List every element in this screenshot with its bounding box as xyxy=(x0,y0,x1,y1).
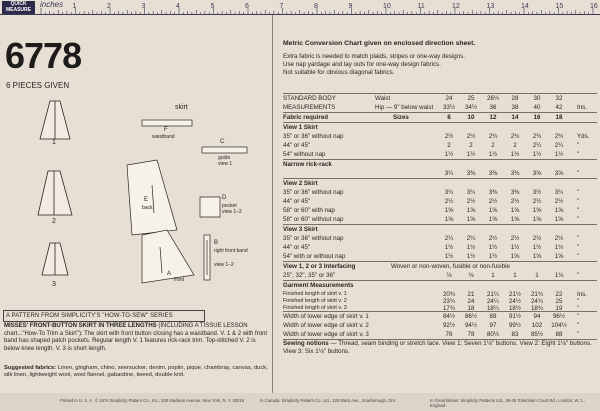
row-unit: " xyxy=(577,244,580,251)
std-header-row-2 xyxy=(283,103,597,112)
pocket-piece xyxy=(200,197,220,217)
row-label: Finished length of skirt v. 3 xyxy=(283,305,347,311)
row-cell: 2½ xyxy=(488,198,498,205)
waist-cell: 30 xyxy=(533,95,541,102)
view-3-number: 3 xyxy=(52,281,56,288)
yardage-table xyxy=(283,93,597,358)
row-cell: 21½ xyxy=(508,291,522,298)
label-d: D xyxy=(222,195,227,201)
row-cell: 88 xyxy=(555,331,563,338)
row-unit: " xyxy=(577,253,580,260)
ruler-number: 8 xyxy=(314,3,318,10)
how-to-sew-banner: A PATTERN FROM SIMPLICITY'S "HOW-TO-SEW" SERIES xyxy=(3,310,205,322)
row-cell: 94 xyxy=(533,313,541,320)
width-row xyxy=(283,321,597,330)
diagram-title: skirt xyxy=(175,104,188,111)
label-guide: guide xyxy=(218,155,231,161)
sizes-row xyxy=(283,112,597,122)
row-label: Width of lower edge of skirt v. 3 xyxy=(283,331,369,338)
row-label: Width of lower edge of skirt v. 2 xyxy=(283,322,369,329)
quick-measure-badge: QUICK MEASURE xyxy=(2,1,35,14)
row-cell: 1⅝ xyxy=(466,216,476,223)
row-cell: 3¼ xyxy=(444,170,454,177)
row-cell: 3½ xyxy=(532,189,542,196)
description-title: MISSES' FRONT-BUTTON SKIRT IN THREE LENGTHS xyxy=(4,323,157,329)
label-c: C xyxy=(220,139,225,145)
britain-address: In Great Britain: Simplicity Patterns Ltd., 39-45 Tottenham Court Rd., London, W. 1., England xyxy=(430,398,586,408)
label-e: E xyxy=(144,197,149,203)
row-cell: 83 xyxy=(511,331,519,338)
row-cell: 1½ xyxy=(444,151,454,158)
garment-row xyxy=(283,297,597,304)
ruler-number: 13 xyxy=(486,3,495,10)
fabrics-list: Linen, gingham, chino, seersucker, denim, poplin, pique, chambray, canvas, duck, silk linen, lightweight wool, wool flannel, gabardine, tweed, double knit. xyxy=(4,365,268,379)
row-cell: 2½ xyxy=(466,198,476,205)
row-label: 54" with or without nap xyxy=(283,253,346,260)
row-cell: 24¾ xyxy=(530,298,544,305)
label-view12: view 1–2 xyxy=(222,209,242,215)
row-cell: 2¾ xyxy=(488,133,498,140)
yardage-row xyxy=(283,141,597,150)
yardage-row xyxy=(283,252,597,261)
row-cell: 23¾ xyxy=(442,298,456,305)
row-cell: 18 xyxy=(555,114,563,121)
row-cell: 86½ xyxy=(464,313,478,320)
notions-text: — Thread, seam binding or stretch lace. View 1: Seven 1⅛" buttons. View 2: Eight 1⅛" buttons. View 3: Six 1⅛" buttons. xyxy=(283,340,592,355)
row-cell: 2½ xyxy=(488,235,498,242)
row-cell: 1⅝ xyxy=(488,216,498,223)
view-sketches xyxy=(30,97,90,297)
label-waistband: waistband xyxy=(152,134,175,140)
ins-unit: Ins. xyxy=(577,104,587,111)
suggested-fabrics xyxy=(4,365,272,379)
row-cell: 1½ xyxy=(466,253,476,260)
row-cell: 102 xyxy=(531,322,543,329)
row-cell: 2 xyxy=(491,142,495,149)
section-title xyxy=(283,159,597,169)
row-cell: 84½ xyxy=(442,313,456,320)
row-unit: " xyxy=(577,331,580,338)
waist-label: Waist xyxy=(375,95,391,102)
row-cell: 1⅝ xyxy=(532,216,542,223)
row-cell: 1 xyxy=(535,272,539,279)
row-cell: 18¾ xyxy=(530,305,544,312)
waist-cell: 28 xyxy=(511,95,519,102)
yardage-row xyxy=(283,206,597,215)
row-label: View 1, 2 or 3 Interfacing xyxy=(283,263,356,270)
row-cell: 3¼ xyxy=(466,189,476,196)
row-cell: 1 xyxy=(513,272,517,279)
ruler-number: 6 xyxy=(245,3,249,10)
label-front: front xyxy=(174,277,185,283)
row-cell: 10 xyxy=(467,114,475,121)
row-label: Narrow rick-rack xyxy=(283,161,332,168)
section-title xyxy=(283,178,597,188)
row-cell: 1⅝ xyxy=(532,253,542,260)
row-cell: 21¾ xyxy=(530,291,544,298)
row-label: 54" without nap xyxy=(283,151,326,158)
row-unit: " xyxy=(577,170,580,177)
note-3: Not suitable for obvious diagonal fabrics. xyxy=(283,69,395,76)
row-unit: " xyxy=(577,313,580,320)
fabrics-label: Suggested fabrics: xyxy=(4,365,57,371)
row-unit: " xyxy=(577,298,580,305)
row-cell: 2 xyxy=(447,142,451,149)
row-cell: 1½ xyxy=(554,244,564,251)
ruler-number: 14 xyxy=(521,3,529,10)
hip-cell: 33½ xyxy=(442,104,456,111)
row-cell: 2¼ xyxy=(554,142,564,149)
row-cell: 1⅝ xyxy=(444,216,454,223)
yardage-row xyxy=(283,150,597,159)
row-cell: 1½ xyxy=(488,244,498,251)
row-label: 58" or 60" without nap xyxy=(283,216,344,223)
row-cell: 3¼ xyxy=(554,189,564,196)
ruler-number: 1 xyxy=(72,3,77,10)
row-cell: 3⅜ xyxy=(510,189,520,196)
row-cell: 3⅝ xyxy=(532,170,542,177)
row-cell: 24½ xyxy=(508,298,522,305)
row-cell: 18½ xyxy=(508,305,522,312)
label-pocket: pocket xyxy=(222,203,237,209)
style-number: 6778 xyxy=(5,35,82,76)
row-cell: 94½ xyxy=(464,322,478,329)
ruler-unit-label: inches xyxy=(40,0,64,9)
back-piece xyxy=(127,160,177,235)
row-cell: 3⅜ xyxy=(466,170,476,177)
row-cell: 2½ xyxy=(510,198,520,205)
row-unit: " xyxy=(577,305,580,312)
row-cell: 12 xyxy=(489,114,497,121)
label-a: A xyxy=(167,271,172,277)
row-cell: 1⅝ xyxy=(554,207,564,214)
row-cell: 1½ xyxy=(444,253,454,260)
row-cell: 2¾ xyxy=(554,133,564,140)
row-label: Garment Measurements xyxy=(283,282,354,289)
row-label: 25", 32", 35" or 36" xyxy=(283,272,336,279)
row-unit: " xyxy=(577,216,580,223)
hip-cell: 40 xyxy=(533,104,541,111)
ruler-number: 2 xyxy=(107,3,111,10)
row-label: MEASUREMENTS xyxy=(283,104,336,111)
width-row xyxy=(283,330,597,339)
waist-cell: 26½ xyxy=(486,95,500,102)
row-cell: 2¼ xyxy=(466,235,476,242)
row-cell: 2½ xyxy=(532,198,542,205)
row-cell: 2½ xyxy=(532,235,542,242)
label-view12b: view 1–2 xyxy=(214,262,234,268)
row-cell: 21¼ xyxy=(486,291,500,298)
row-cell: 1⅝ xyxy=(510,216,520,223)
row-label: Fabric required xyxy=(283,114,329,121)
row-cell: 1½ xyxy=(554,151,564,158)
garment-title xyxy=(283,280,597,290)
note-1: Extra fabric is needed to match plaids, stripes or one-way designs. xyxy=(283,53,465,60)
yardage-row xyxy=(283,234,597,243)
row-cell: 1⅝ xyxy=(554,253,564,260)
row-cell: ⅛ xyxy=(468,272,474,279)
row-cell: 2 xyxy=(513,142,517,149)
row-cell: 2¼ xyxy=(532,142,542,149)
row-cell: 97 xyxy=(489,322,497,329)
row-cell: 1½ xyxy=(444,244,454,251)
row-cell: 99½ xyxy=(508,322,522,329)
row-cell: 1 xyxy=(491,272,495,279)
row-cell: ⅛ xyxy=(446,272,452,279)
hip-cell: 36 xyxy=(489,104,497,111)
section-title xyxy=(283,122,597,132)
view-2-number: 2 xyxy=(52,218,56,225)
row-cell: 24 xyxy=(467,298,475,305)
row-cell: 80½ xyxy=(486,331,500,338)
row-unit: Ins. xyxy=(577,291,587,298)
envelope-footer xyxy=(0,393,600,411)
row-cell: 1½ xyxy=(466,244,476,251)
row-label: 35" or 36" without nap xyxy=(283,189,344,196)
row-cell: 1½ xyxy=(466,151,476,158)
row-cell: 1⅛ xyxy=(554,272,564,279)
pieces-count: 6 PIECES GIVEN xyxy=(6,81,70,90)
row-cell: 91½ xyxy=(508,313,522,320)
interfacing-title xyxy=(283,261,597,271)
row-cell: 1½ xyxy=(488,151,498,158)
description-body: (INCLUDING A TISSUE LESSON chart..."How-To Trim a Skirt"): The skirt with front button closing has a waistband. V. 1 & 2 with front band has shaped patch pockets. Regular length V. 1 features rick-rack trim. Top-stitched V. 2 is below knee length. V. 3 is short length. xyxy=(4,323,268,352)
hip-cell: 34½ xyxy=(464,104,478,111)
waist-cell: 24 xyxy=(445,95,453,102)
row-label: View 1 Skirt xyxy=(283,124,318,131)
row-cell: 104½ xyxy=(551,322,567,329)
canada-address: In Canada: Simplicity Pattern Co. Ltd., 120 Mack Ave., Scarborough, Ont. xyxy=(260,398,397,403)
row-cell: 2 xyxy=(469,142,473,149)
row-cell: 2½ xyxy=(444,198,454,205)
label-back: back xyxy=(142,205,153,211)
section-title xyxy=(283,224,597,234)
row-cell: 2½ xyxy=(510,235,520,242)
notions-row xyxy=(283,339,597,358)
ruler-number: 7 xyxy=(279,3,284,10)
ruler-number: 5 xyxy=(210,3,215,10)
yardage-row xyxy=(283,169,597,178)
row-label: Finished length of skirt v. 2 xyxy=(283,298,347,304)
row-unit: " xyxy=(577,151,580,158)
row-label: View 3 Skirt xyxy=(283,226,318,233)
row-cell: 1½ xyxy=(488,253,498,260)
row-cell: 2¾ xyxy=(532,133,542,140)
hip-cell: 38 xyxy=(511,104,519,111)
label-b: B xyxy=(214,240,219,246)
row-unit: " xyxy=(577,322,580,329)
row-cell: 2½ xyxy=(444,133,454,140)
ruler-number: 9 xyxy=(348,3,353,10)
hip-cell: 42 xyxy=(555,104,563,111)
row-unit: " xyxy=(577,207,580,214)
row-label: 35" or 36" without nap xyxy=(283,235,344,242)
metric-note: Metric Conversion Chart given on enclosed direction sheet. xyxy=(283,40,476,47)
row-unit: " xyxy=(577,272,580,279)
row-cell: 3¼ xyxy=(444,189,454,196)
row-cell: 2½ xyxy=(554,198,564,205)
row-cell: 3⅜ xyxy=(488,170,498,177)
label-right-front-band: right front band xyxy=(214,248,248,254)
garment-row xyxy=(283,290,597,297)
row-label: 44" or 45" xyxy=(283,244,311,251)
row-cell: 19 xyxy=(555,305,563,312)
row-cell: 18¼ xyxy=(486,305,500,312)
waistband-piece xyxy=(142,120,192,126)
row-cell: 1⅝ xyxy=(554,216,564,223)
envelope-front-info xyxy=(0,15,272,380)
interfacing-note: Woven or non-woven, fusible or non-fusible xyxy=(391,263,510,270)
row-cell: 1⅝ xyxy=(466,207,476,214)
ruler-number: 16 xyxy=(590,3,598,10)
row-cell: 2¼ xyxy=(444,235,454,242)
ruler-number: 11 xyxy=(417,3,425,10)
ruler-ticks xyxy=(0,0,600,15)
copyright: © 1974 Simplicity Pattern Co., Inc., 200 Madison Avenue, New York, N. Y. 10016 xyxy=(95,398,245,403)
row-cell: 20¾ xyxy=(442,291,456,298)
row-cell: 21 xyxy=(467,291,475,298)
row-cell: 76 xyxy=(445,331,453,338)
hip-label: Hip — 9" below waist xyxy=(375,104,434,111)
measuring-ruler xyxy=(0,0,600,15)
row-label: View 2 Skirt xyxy=(283,180,318,187)
view-1-number: 1 xyxy=(52,139,56,146)
row-cell: 2½ xyxy=(466,133,476,140)
row-cell: 24¼ xyxy=(486,298,500,305)
row-unit: " xyxy=(577,142,580,149)
sizes-label: Sizes xyxy=(393,114,409,121)
row-cell: 1½ xyxy=(532,151,542,158)
width-row xyxy=(283,311,597,321)
yardage-chart-panel xyxy=(272,15,600,395)
row-unit: " xyxy=(577,198,580,205)
row-cell: 1⅝ xyxy=(510,253,520,260)
notions-label: Sewing notions xyxy=(283,340,329,347)
row-cell: 1½ xyxy=(532,244,542,251)
row-cell: 1½ xyxy=(510,244,520,251)
row-cell: 3⅝ xyxy=(554,170,564,177)
row-cell: 1⅝ xyxy=(444,207,454,214)
yardage-row xyxy=(283,188,597,197)
row-label: 58" or 60" with nap xyxy=(283,207,335,214)
interfacing-row xyxy=(283,271,597,280)
yardage-row xyxy=(283,243,597,252)
row-cell: 1½ xyxy=(510,151,520,158)
row-cell: 92½ xyxy=(442,322,456,329)
row-cell: 3⅜ xyxy=(488,189,498,196)
printed-in: Printed in U. S. A. xyxy=(60,398,94,403)
pattern-description xyxy=(4,323,272,353)
ruler-number: 10 xyxy=(383,3,391,10)
row-cell: 14 xyxy=(511,114,519,121)
pattern-pieces-diagram xyxy=(122,105,272,285)
row-cell: 89 xyxy=(489,313,497,320)
row-cell: 8 xyxy=(447,114,451,121)
row-label: STANDARD BODY xyxy=(283,95,336,102)
label-f: F xyxy=(164,127,168,133)
row-cell: 2¾ xyxy=(510,133,520,140)
row-label: Width of lower edge of skirt v. 1 xyxy=(283,313,369,320)
row-label: 35" or 36" without nap xyxy=(283,133,344,140)
row-cell: 78 xyxy=(467,331,475,338)
yardage-row xyxy=(283,197,597,206)
label-view1: view 1 xyxy=(218,161,233,167)
ruler-number: 3 xyxy=(141,3,146,10)
row-cell: 85½ xyxy=(530,331,544,338)
row-cell: 96½ xyxy=(552,313,566,320)
row-cell: 25 xyxy=(555,298,563,305)
row-cell: 1⅝ xyxy=(488,207,498,214)
row-cell: 1⅝ xyxy=(510,207,520,214)
waist-cell: 25 xyxy=(467,95,475,102)
row-unit: " xyxy=(577,235,580,242)
row-label: Finished length of skirt v. 1 xyxy=(283,291,347,297)
garment-row xyxy=(283,304,597,311)
row-cell: 16 xyxy=(533,114,541,121)
row-unit: " xyxy=(577,189,580,196)
row-cell: 17¾ xyxy=(442,305,456,312)
ruler-number: 4 xyxy=(176,3,180,10)
note-2: Use nap yardage and lay outs for one-way design fabrics. xyxy=(283,61,441,68)
ruler-number: 12 xyxy=(452,3,460,10)
std-header-row xyxy=(283,93,597,103)
row-cell: 18 xyxy=(467,305,475,312)
guide-piece xyxy=(202,147,247,153)
row-cell: 2½ xyxy=(554,235,564,242)
row-label: 44" or 45" xyxy=(283,198,311,205)
row-cell: 1⅝ xyxy=(532,207,542,214)
row-unit: Yds. xyxy=(577,133,590,140)
row-cell: 22 xyxy=(555,291,563,298)
ruler-number: 15 xyxy=(555,3,564,10)
row-label: 44" or 45" xyxy=(283,142,311,149)
yardage-row xyxy=(283,215,597,224)
waist-cell: 32 xyxy=(555,95,563,102)
yardage-row xyxy=(283,132,597,141)
row-cell: 3⅜ xyxy=(510,170,520,177)
view-2-sketch xyxy=(38,171,72,215)
